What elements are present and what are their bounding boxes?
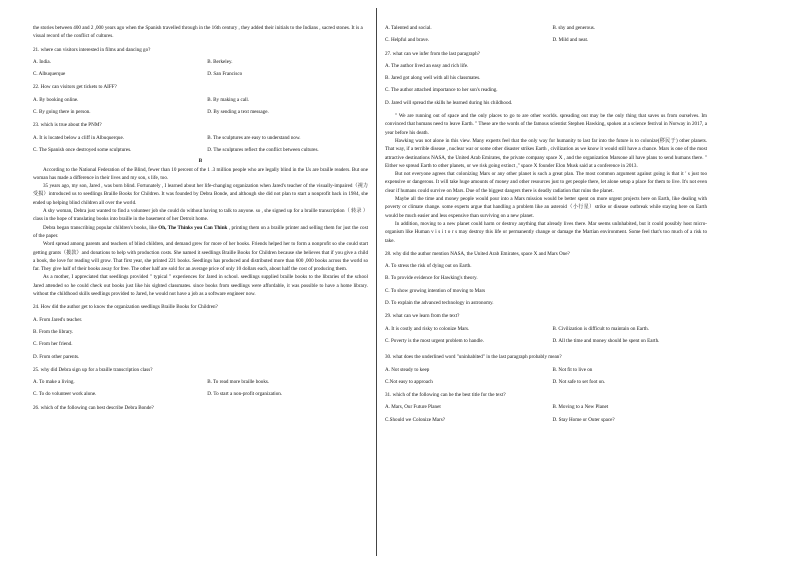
question-31: 31. which of the following can be the best title for the text? [385, 392, 506, 399]
q31-option-c: C.Should we Colonize Mars? [385, 416, 445, 423]
q21-option-a: A. India. [33, 58, 51, 65]
question-25: 25. why did Debra sign up for a braille transcription class? [33, 366, 153, 373]
q26-option-a: A. Talented and social. [385, 25, 432, 31]
q30-option-c: C.Not easy to approach [385, 378, 433, 385]
q30-option-b: B. Not fit to live on [552, 366, 593, 373]
q29-option-a: A. It is costly and risky to colonize Mars. [385, 325, 470, 332]
q22-option-d: D. By sending a text message. [207, 109, 269, 116]
q24-option-d: D. From other parents. [33, 353, 80, 360]
passage-c-paragraph-5: In addition, moving to a new planet could harm or destroy anything that already lives there. Mar seems unInhabited, but it could possibly host micro-organism like Human v i s i t o r s may destroy this life or permanently change or damage the Martian environment. Some feel that's too much of a risk to take. [385, 220, 707, 244]
passage-b-paragraph-3: A shy woman, Debra just wanted to find a volunteer job she could do without having to talk to anyone. so , she signed up for a braille transcription（ 转录 ） class in the hope of translating books into braille in the basement of her Detroit home. [33, 208, 368, 223]
passage-b-paragraph-6: As a mother, I appreciated that seedlings provided " typical " experiences for Jared in school. seedlings supplied braille books to the libraries of the school Jared attended so he could check out books just like his sighted classmates. since books from seedlings were affordable, it was possible to have a home library. without the childhood skills seedlings provided to Jared, he would not have a job as a software engineer now. [33, 274, 368, 298]
q27-option-a: A. The author lived an easy and rich life. [385, 62, 469, 69]
q31-option-a: A. Mars, Our Future Planet [385, 404, 441, 411]
q22-option-b: B. By making a call. [207, 96, 250, 103]
q24-option-c: C. From her friend. [33, 341, 73, 348]
q28-option-b: B. To provide evidence for Hawking's theory. [385, 275, 478, 282]
q25-option-c: C. To do volunteer work alone. [33, 391, 97, 398]
q23-option-a: A. It is located below a cliff in Albuquerque. [33, 134, 125, 141]
passage-c-paragraph-2: Hawking was not alone in this view. Many experts feel that the only way for humanity to last far into the future is to colonize(移民于) other planets. That way, if a terrible disease , nuclear war or some other disaster strikes Earth , civilization as we know it would still have a chance. Mars is one of the most attractive destinations NASA, the United Arab Emirates, the private company space X , and the organization Marsone all have plans to send humans there. " Either we spread Earth to other planets, or we risk going extinct ," space X founder Elon Musk said at a conference in 2013. [385, 137, 707, 169]
question-26: 26. which of the following can best describe Debra Bonde? [33, 404, 154, 411]
q26-option-b: B. shy and generous. [552, 25, 596, 31]
q25-option-d: D. To start a non-profit organization. [207, 391, 283, 398]
section-b-heading: B [198, 158, 203, 165]
q28-option-d: D. To explain the advanced technology in astronomy. [385, 300, 494, 307]
q24-option-a: A. From Jared's teacher. [33, 316, 83, 323]
question-21: 21. where can visitors interested in films and dancing go? [33, 46, 151, 53]
q23-option-c: C. The Spanish once destroyed some sculptures. [33, 146, 132, 153]
question-23: 23. which is true about the PNM? [33, 122, 102, 129]
q29-option-d: D. All the time and money should be spent on Earth. [552, 337, 660, 344]
para4-text-b: , printing them on a braille printer and selling them for just the cost of the paper. [33, 224, 368, 239]
question-29: 29. what can we learn from the text? [385, 313, 460, 320]
q26-option-d: D. Mild and neat. [552, 37, 589, 44]
question-24: 24. How did the author get to know the organization seedlings Braille Books for Children? [33, 304, 218, 311]
question-22: 22. How can visitors get tickets to AIFF? [33, 84, 117, 91]
q27-option-c: C. The author attached importance to her son's reading. [385, 87, 498, 94]
q24-option-b: B. From the library. [33, 328, 74, 335]
passage-b-paragraph-2: 35 years ago, my son, Jared , was born blind. Fortunately , I learned about her life-changing organization when Jared's teacher of the visually-impaired（视力受损）introduced us to seedlings Braille Books for Children. It was founded by Debra Bonde, and although she did not plan to start a nonprofit back in 1984, she ended up helping blind children all over the world. [33, 183, 368, 206]
q31-option-b: B. Moving to a New Planet [552, 404, 609, 411]
q22-option-c: C. By going there in person. [33, 109, 91, 116]
q23-option-b: B. The sculptures are easy to understand now. [207, 134, 301, 141]
passage-c-paragraph-4: Maybe all the time and money people would pour into a Mars mission would be better spent on more urgent projects here on Earth, like dealing with poverty or climate change. some experts argue that handling a problem like an asteroid（小行星）strike or disease outbreak while staying here on Earth would be much easier and less expensive than surviving on a new planet. [385, 196, 707, 219]
q21-option-c: C. Albuquerque [33, 71, 66, 78]
question-28: 28. why did the author mention NASA, the United Arab Emirates, space X and Mars One? [385, 250, 570, 257]
q25-option-a: A. To make a living. [33, 379, 75, 386]
q28-option-c: C. To show growing intention of moving to Mars [385, 287, 486, 294]
book-title: Oh, The Thinks you Can Think [158, 224, 228, 231]
q21-option-b: B. Berkeley. [207, 58, 233, 65]
passage-b-paragraph-4 [33, 224, 368, 241]
q22-option-a: A. By booking online. [33, 96, 79, 103]
q29-option-c: C. Poverty is the most urgent problem to handle. [385, 337, 484, 344]
q30-option-a: A. Not steady to keep [385, 366, 430, 373]
q25-option-b: B. To read more braille books. [207, 379, 270, 386]
para4-text-a: Debra began transcribing popular children's books, like [43, 224, 159, 231]
q28-option-a: A. To stress the risk of dying out on Earth. [385, 263, 472, 270]
passage-b-paragraph-1: According to the National Federation of the Blind, fewer than 10 percent of the 1 .3 million people who are legally blind in the Us are braille readers. But one woman has made a difference in their lives and my son, s life, too. [33, 166, 368, 181]
question-27: 27. what can we infer from the last paragraph? [385, 50, 480, 57]
left-column [33, 24, 368, 585]
question-30: 30. what does the underlined word "uninhabited" in the last paragraph probably mean? [385, 354, 562, 361]
q21-option-d: D. San Francisco [207, 71, 243, 78]
q27-option-d: D. Jared will spread the skills he learned during his childhood. [385, 99, 513, 106]
right-column [385, 24, 707, 585]
q30-option-d: D. Not safe to set foot on. [552, 378, 606, 385]
passage-c-paragraph-1: " We are running out of space and the only places to go to are other worlds. spreading out may be the only thing that saves us from ourselves. Im convinced that humans need to leave Earth. " These are the words of the famous scientist Stephen Hawking, spoken at a science festival in Norway in 2017, a year before his death. [385, 113, 707, 136]
intro-text: the stories between 400 and 2 ,000 years ago when the Spanish travelled through in the 16th century , they added their initials to the Indians , sacred stones. It is a visual record of the conflict of cultures. [33, 25, 363, 40]
q27-option-b: B. Jared got along well with all his classmates. [385, 75, 481, 82]
passage-c-paragraph-3: But not everyone agrees that colonizing Mars or any other planet is such a great plan. The most common argument against going is that it ' s just too expensive or dangerous. It will take huge amounts of money and other resources just to get people there, let alone setup a place for them to live. It's not even clear if humans could survive on Mars. Due of the biggest dangers there is deadly radiation that ruins the planet. [385, 171, 707, 194]
q23-option-d: D. The sculptures reflect the conflict between cultures. [207, 146, 319, 153]
q26-option-c: C. Helpful and brave. [385, 37, 429, 44]
q29-option-b: B. Civilization is difficult to maintain on Earth. [552, 325, 649, 332]
q31-option-d: D. Stay Home or Outer space? [552, 416, 615, 423]
passage-b-paragraph-5: Word spread among parents and teachers of blind children, and demand grew for more of her books. Friends helped her to form a nonprofit so she could start getting grants（拨款）and donations to help with production costs. She named it seedlings Braille Books for Children because she believes that if you give a child a book, the love for reading will grow. That first year, she printed 221 books. Seedlings has produced and distributed more than 600 ,000 books across the world so far. They give half of their books away for free. The other half are sold for an average price of only 10 dollars each, about half the cost of producing them. [33, 241, 368, 273]
column-divider [376, 8, 377, 556]
